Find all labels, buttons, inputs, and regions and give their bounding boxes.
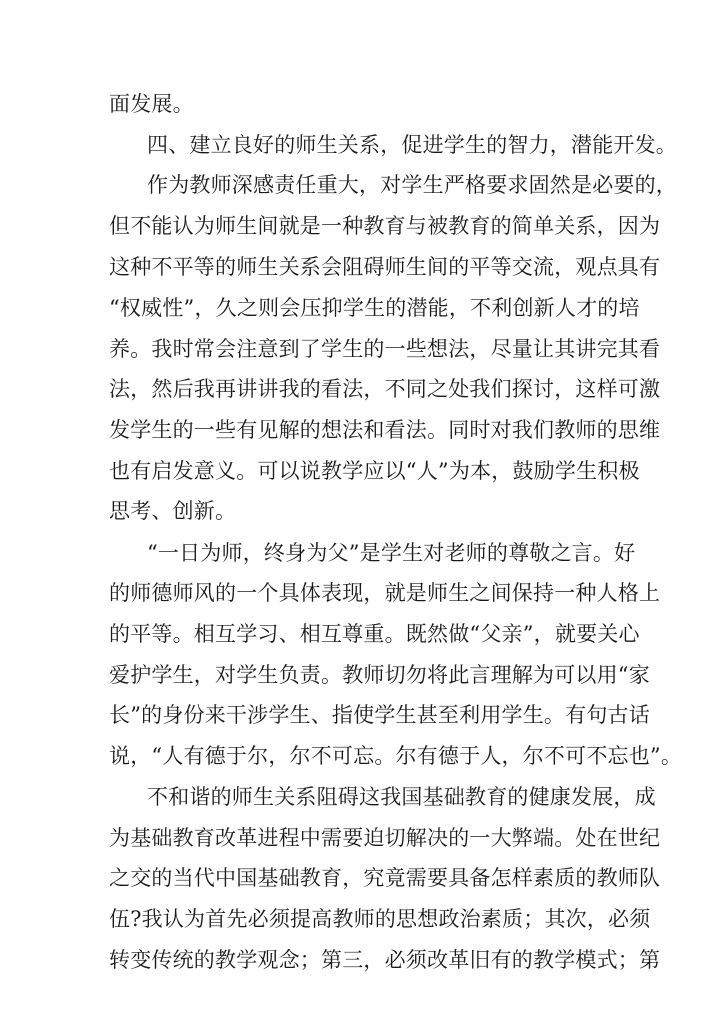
text-line: 这种不平等的师生关系会阻碍师生间的平等交流，观点具有	[109, 255, 661, 279]
text-line: 但不能认为师生间就是一种教育与被教育的简单关系，因为	[109, 214, 661, 238]
text-line: 法，然后我再讲讲我的看法，不同之处我们探讨，这样可激	[109, 377, 661, 401]
text-line: 的平等。相互学习、相互尊重。既然做“父亲”，就要关心	[109, 622, 640, 646]
text-line: 长”的身份来干涉学生、指使学生甚至利用学生。有句古话	[109, 703, 650, 727]
section-heading: 四、建立良好的师生关系，促进学生的智力，潜能开发。	[147, 133, 677, 157]
text-line: 说，“人有德于尔，尔不可忘。尔有德于人，尔不可不忘也”。	[109, 744, 683, 768]
text-line: 也有启发意义。可以说教学应以“人”为本，鼓励学生积极	[109, 459, 640, 483]
text-line: “一日为师，终身为父”是学生对老师的尊敬之言。好	[147, 541, 636, 565]
text-line: 发学生的一些有见解的想法和看法。同时对我们教师的思维	[109, 418, 661, 442]
text-line: “权威性”，久之则会压抑学生的潜能，不利创新人才的培	[109, 296, 640, 320]
text-line: 不和谐的师生关系阻碍这我国基础教育的健康发展，成	[147, 785, 656, 809]
text-line: 作为教师深感责任重大，对学生严格要求固然是必要的，	[147, 173, 677, 197]
text-line: 为基础教育改革进程中需要迫切解决的一大弊端。处在世纪	[109, 826, 661, 850]
text-line: 面发展。	[109, 92, 194, 116]
text-line: 伍?我认为首先必须提高教师的思想政治素质；其次，必须	[109, 907, 651, 931]
text-line: 转变传统的教学观念；第三，必须改革旧有的教学模式；第	[109, 948, 661, 972]
text-line: 爱护学生，对学生负责。教师切勿将此言理解为可以用“家	[109, 663, 650, 687]
text-line: 的师德师风的一个具体表现，就是师生之间保持一种人格上	[109, 581, 661, 605]
text-line: 养。我时常会注意到了学生的一些想法，尽量让其讲完其看	[109, 337, 661, 361]
text-line: 思考、创新。	[109, 499, 237, 523]
text-line: 之交的当代中国基础教育，究竟需要具备怎样素质的教师队	[109, 866, 661, 890]
